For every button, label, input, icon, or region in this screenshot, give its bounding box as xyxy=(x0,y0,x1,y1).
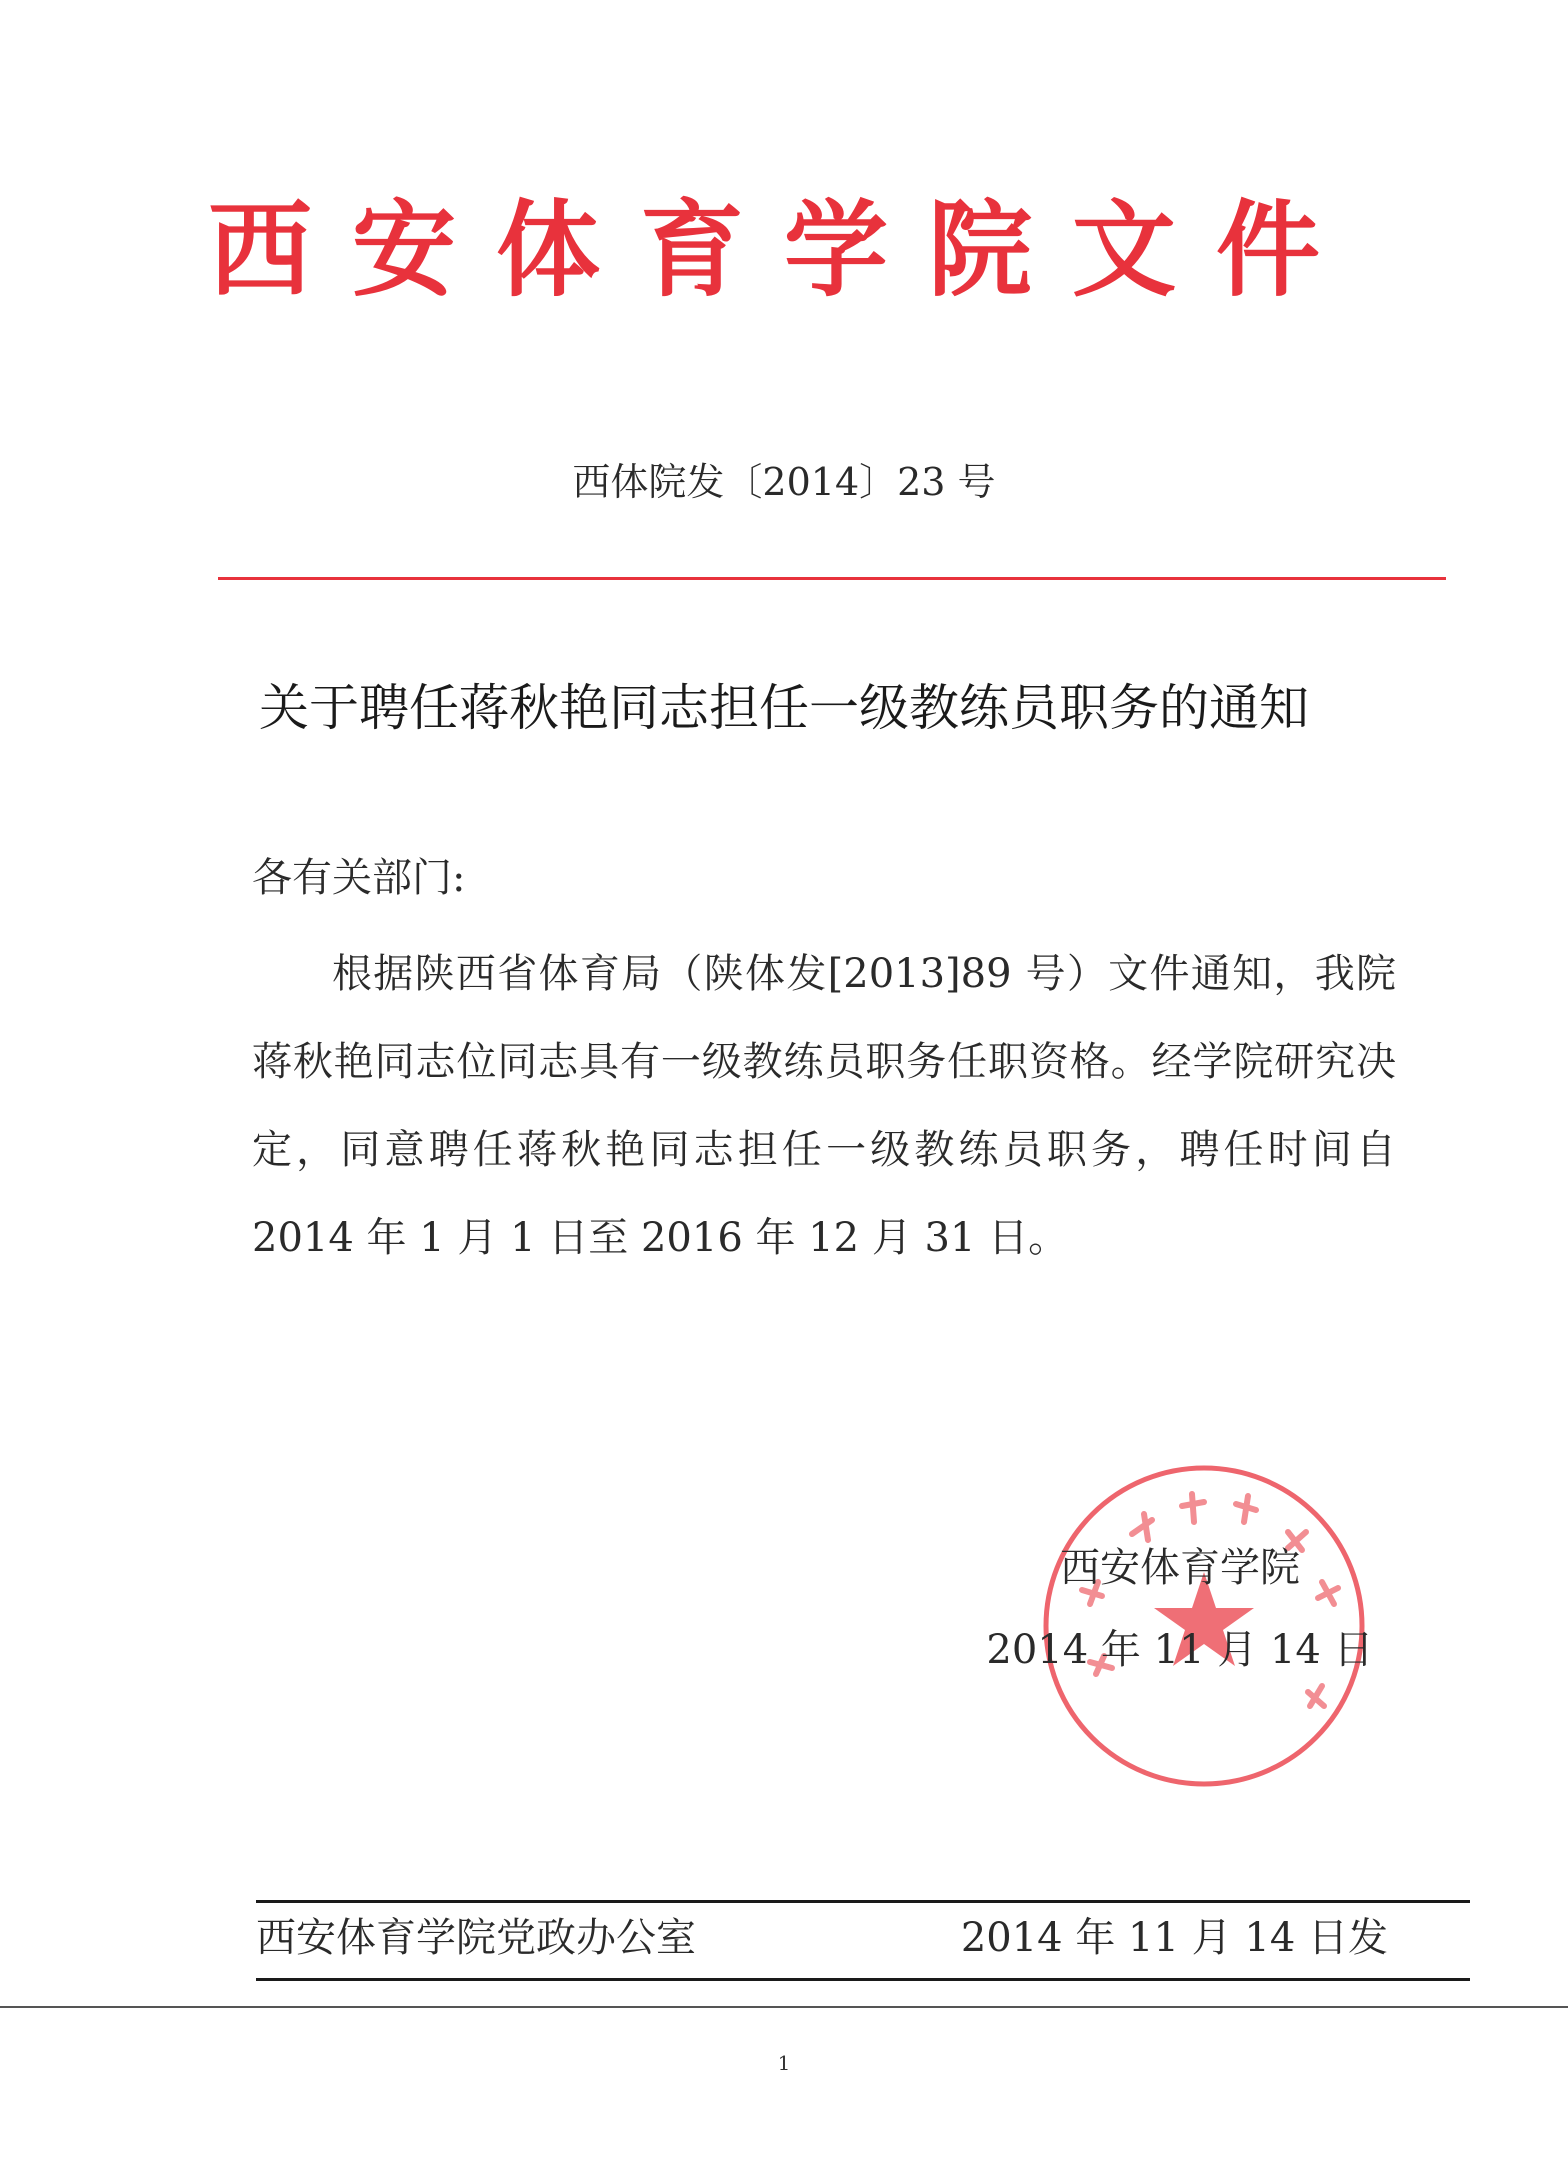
footer-top-rule xyxy=(256,1900,1470,1903)
footer-bottom-rule xyxy=(256,1978,1470,1981)
document-masthead: 西安体育学院文件 xyxy=(207,189,1360,311)
notice-body: 根据陕西省体育局（陕体发[2013]89 号）文件通知，我院蒋秋艳同志位同志具有一级教练员职务任职资格。经学院研究决定，同意聘任蒋秋艳同志担任一级教练员职务，聘任时间自 2014 年 1 月 1 日至 2016 年 12 月 31 日。 xyxy=(252,951,1396,1261)
notice-title: 关于聘任蒋秋艳同志担任一级教练员职务的通知 xyxy=(259,679,1309,737)
page-number: 1 xyxy=(777,2051,791,2075)
red-divider xyxy=(218,577,1446,580)
issuer-name: 西安体育学院 xyxy=(1060,1545,1300,1591)
document-number: 西体院发〔2014〕23 号 xyxy=(572,460,996,504)
footer-issued-date: 2014 年 11 月 14 日发 xyxy=(960,1915,1388,1961)
footer-office: 西安体育学院党政办公室 xyxy=(256,1915,696,1961)
page-edge-line xyxy=(0,2006,1568,2008)
signature-date: 2014 年 11 月 14 日 xyxy=(986,1627,1374,1673)
salutation: 各有关部门: xyxy=(252,855,466,901)
